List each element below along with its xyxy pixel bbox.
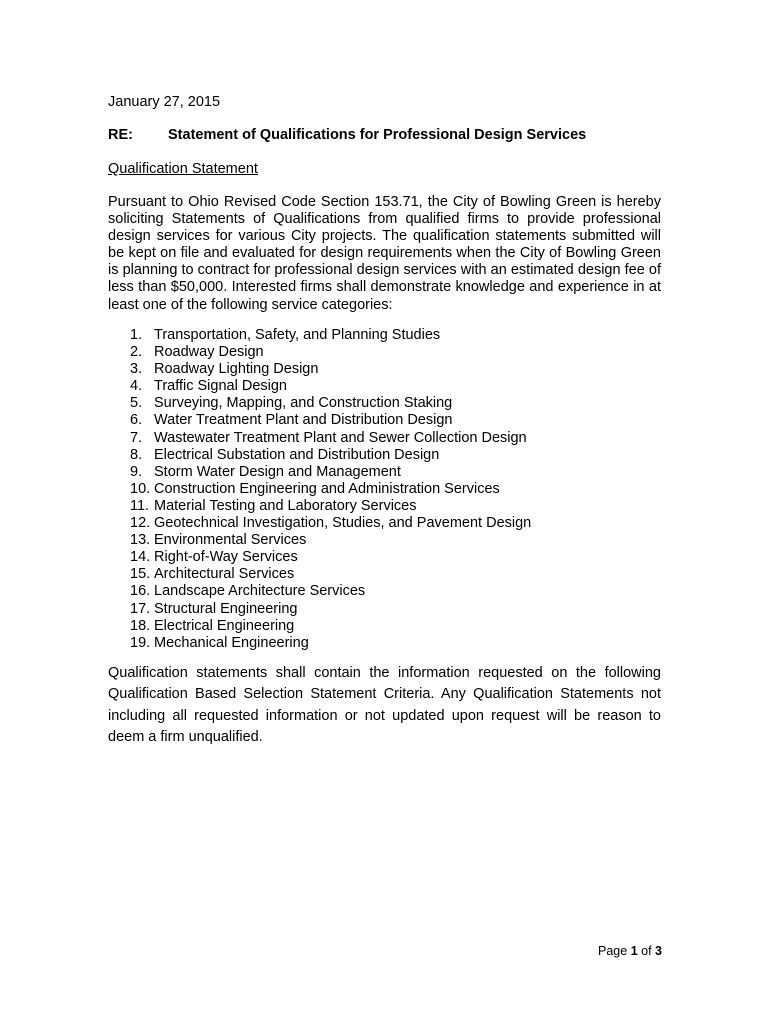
list-item-number: 1. (130, 327, 143, 343)
re-label: RE: (108, 127, 133, 143)
list-item-label: Environmental Services (154, 532, 307, 549)
list-item-label: Electrical Engineering (154, 617, 295, 634)
list-item-label: Material Testing and Laboratory Services (154, 497, 417, 514)
list-item (108, 515, 531, 532)
list-item-label: Wastewater Treatment Plant and Sewer Collection Design (154, 429, 527, 446)
list-item-number: 8. (130, 446, 143, 463)
closing-paragraph: Qualification statements shall contain the information requested on the following Qualification Based Selection Statement Criteria. Any Qualification Statements not including all requested information or not updated upon request will be reason to deem a firm unqualified. (108, 665, 661, 745)
list-item-number: 5. (130, 395, 143, 412)
list-item (108, 327, 531, 344)
list-item-number: 12. (130, 515, 151, 532)
list-item (108, 464, 531, 481)
list-item-number: 10. (130, 480, 151, 497)
list-item (108, 566, 531, 583)
section-heading: Qualification Statement (108, 161, 258, 177)
page-number-footer (598, 943, 662, 959)
list-item-label: Traffic Signal Design (154, 378, 287, 395)
page-word: Page (598, 944, 628, 958)
list-item-number: 17. (130, 600, 151, 617)
list-item-number: 9. (130, 463, 143, 480)
list-item-label: Surveying, Mapping, and Construction Staking (154, 395, 453, 412)
list-item-number: 11. (130, 497, 150, 514)
list-item-label: Geotechnical Investigation, Studies, and Pavement Design (154, 515, 532, 532)
list-item-label: Electrical Substation and Distribution Design (154, 446, 440, 463)
list-item-label: Roadway Design (154, 344, 264, 361)
list-item-label: Architectural Services (154, 566, 295, 583)
list-item-number: 6. (130, 412, 143, 429)
list-item (108, 378, 531, 395)
current-page-number: 1 (630, 944, 638, 958)
list-item-label: Roadway Lighting Design (154, 361, 319, 378)
list-item (108, 412, 531, 429)
list-item (108, 532, 531, 549)
list-item-number: 7. (130, 429, 143, 446)
list-item-label: Construction Engineering and Administration Services (154, 480, 500, 497)
list-item (108, 481, 531, 498)
list-item-number: 15. (130, 566, 151, 583)
list-item (108, 601, 531, 618)
list-item-label: Structural Engineering (154, 600, 298, 617)
list-item-number: 18. (130, 617, 151, 634)
list-item (108, 361, 531, 378)
list-item (108, 344, 531, 361)
letter-date: January 27, 2015 (108, 94, 221, 110)
list-item (108, 498, 531, 515)
list-item-label: Mechanical Engineering (154, 634, 309, 651)
list-item-number: 14. (130, 549, 151, 566)
list-item-number: 16. (130, 583, 151, 600)
re-subject: Statement of Qualifications for Professional Design Services (168, 127, 587, 143)
list-item-label: Transportation, Safety, and Planning Studies (154, 327, 441, 343)
list-item-label: Water Treatment Plant and Distribution Design (154, 412, 453, 429)
list-item-number: 19. (130, 634, 151, 651)
list-item-label: Storm Water Design and Management (154, 463, 401, 480)
list-item-label: Right-of-Way Services (154, 549, 298, 566)
list-item (108, 430, 531, 447)
of-word: of (641, 944, 652, 958)
service-category-list (108, 327, 531, 652)
re-subject-line (108, 126, 586, 144)
total-page-count: 3 (655, 944, 662, 958)
list-item (108, 447, 531, 464)
list-item-number: 13. (130, 532, 151, 549)
list-item-number: 4. (130, 378, 143, 395)
list-item (108, 549, 531, 566)
list-item (108, 618, 531, 635)
list-item-number: 3. (130, 361, 143, 378)
list-item (108, 635, 531, 652)
list-item-number: 2. (130, 344, 143, 361)
list-item (108, 395, 531, 412)
list-item-label: Landscape Architecture Services (154, 583, 366, 600)
list-item (108, 583, 531, 600)
intro-paragraph: Pursuant to Ohio Revised Code Section 153.71, the City of Bowling Green is hereby soliciting Statements of Qualifications from qualified firms to provide professional design services for various City projects. The qualification statements submitted will be kept on file and evaluated for design requirements when the City of Bowling Green is planning to contract for professional design services with an estimated design fee of less than $50,000. Interested firms shall demonstrate knowledge and experience in at least one of the following service categories: (108, 194, 661, 313)
